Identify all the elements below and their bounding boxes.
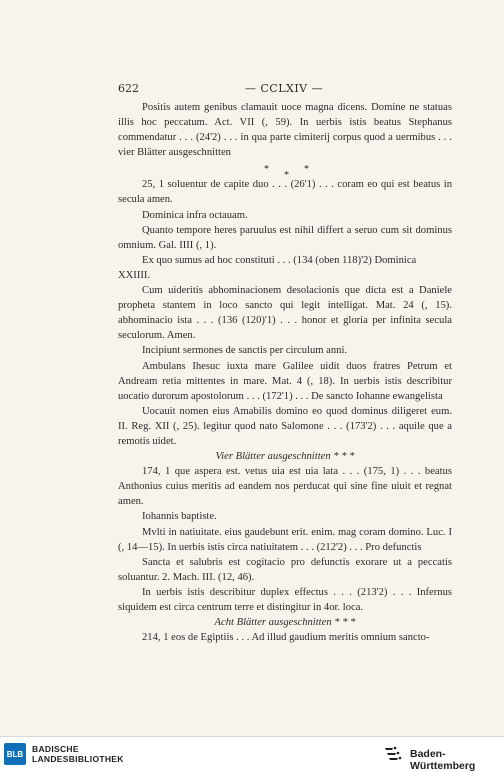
baden-wuerttemberg-label[interactable]: Baden-Württemberg: [410, 748, 476, 772]
paragraph-174-1: 174, 1 que aspera est. vetus uia est uia lata . . . (175, 1) . . . beatus Anthonius cuius meritis ad eandem nos perducat qui sine fine uiuit et regnat amen.: [118, 466, 452, 508]
heading-dominica-infra: Dominica infra octauam.: [142, 209, 248, 221]
blb-name-line2: LANDESBIBLIOTHEK: [32, 754, 124, 764]
paragraph-25-1: 25, 1 soluentur de capite duo . . . (26'1) . . . coram eo qui est beatus in secula amen.: [118, 179, 452, 206]
paragraph-stephanus: Positis autem genibus clamauit uoce magna dicens. Domine ne statuas illis hoc peccatum. Act. VII (, 59). In uerbis istis beatus Stephanus commendatur . . . (24'2) . . . in qua parte cimiterij corpus quod a uermibus . . . vier Blätter ausgeschnitten: [118, 102, 452, 159]
paragraph-uocauit: Uocauit nomen eius Amabilis domino eo quod dominus diligeret eum. II. Reg. XII (, 25). legitur quod nato Salomone . . . (173'2) . . . aquile que a remotis uidet.: [118, 405, 452, 447]
note-acht-blaetter: Acht Blätter ausgeschnitten * * *: [214, 617, 356, 629]
blb-logo-icon[interactable]: BLB: [4, 743, 26, 765]
heading-incipiunt-sermones: Incipiunt sermones de sanctis per circulum anni.: [142, 345, 348, 357]
paragraph-in-uerbis-istis: In uerbis istis describitur duplex effectus . . . (213'2) . . . Infernus siquidem est circa centrum terre et distingitur in 4or. loca.: [118, 586, 452, 613]
section-number: — CCLXIV —: [244, 82, 324, 95]
paragraph-mvlti: Mvlti in natiuitate. eius gaudebunt erit. enim. mag coram domino. Luc. I (, 14—15). In uerbis istis circa natiuitatem . . . (212'2) . . . Pro defunctis: [118, 526, 452, 553]
page-number: 622: [118, 82, 139, 95]
note-vier-blaetter: Vier Blätter ausgeschnitten * * *: [215, 451, 355, 463]
heading-xxiiii: XXIIII.: [118, 269, 151, 281]
paragraph-ambulans: Ambulans Ihesuc iuxta mare Galilee uidit duos fratres Petrum et Andream retia mittentes in mare. Mat. 4 (, 18). In uerbis istis describitur uocatio durorum apostolorum . . . (172'1) . . . De sancto Iohanne ewangelista: [118, 360, 452, 402]
blb-library-name[interactable]: [32, 744, 124, 764]
blb-name-line1: BADISCHE: [32, 744, 79, 754]
page-header: [118, 82, 450, 96]
heading-iohannis-baptiste: Iohannis baptiste.: [142, 511, 217, 523]
paragraph-214-1: 214, 1 eos de Egiptiis . . . Ad illud gaudium meritis omnium sancto-: [142, 632, 430, 644]
body-text: [118, 100, 452, 645]
paragraph-ex-quo: Ex quo sumus ad hoc constituti . . . (134 (oben 118)'2) Dominica: [142, 254, 417, 266]
asterism-separator: * * *: [264, 164, 309, 182]
paragraph-cum-uideritis: Cum uideritis abhominacionem desolacionis que dicta est a Daniele propheta stantem in loco sancto qui legit intelligat. Mat. 24 (, 15). abhominacio ista . . . (136 (120)'1) . . . honor et gloria per infinita secula seculorum. Amen.: [118, 285, 452, 342]
paragraph-sancta-et-salubris: Sancta et salubris est cogitacio pro defunctis exorare ut a peccatis soluantur. 2. Mach. III. (12, 46).: [118, 556, 452, 583]
footer-bar: [0, 736, 504, 770]
paragraph-quanto-tempore: Quanto tempore heres paruulus est nihil differt a seruo cum sit dominus omnium. Gal. IIII (, 1).: [118, 224, 452, 251]
three-lions-coat-of-arms-icon: [383, 745, 405, 763]
